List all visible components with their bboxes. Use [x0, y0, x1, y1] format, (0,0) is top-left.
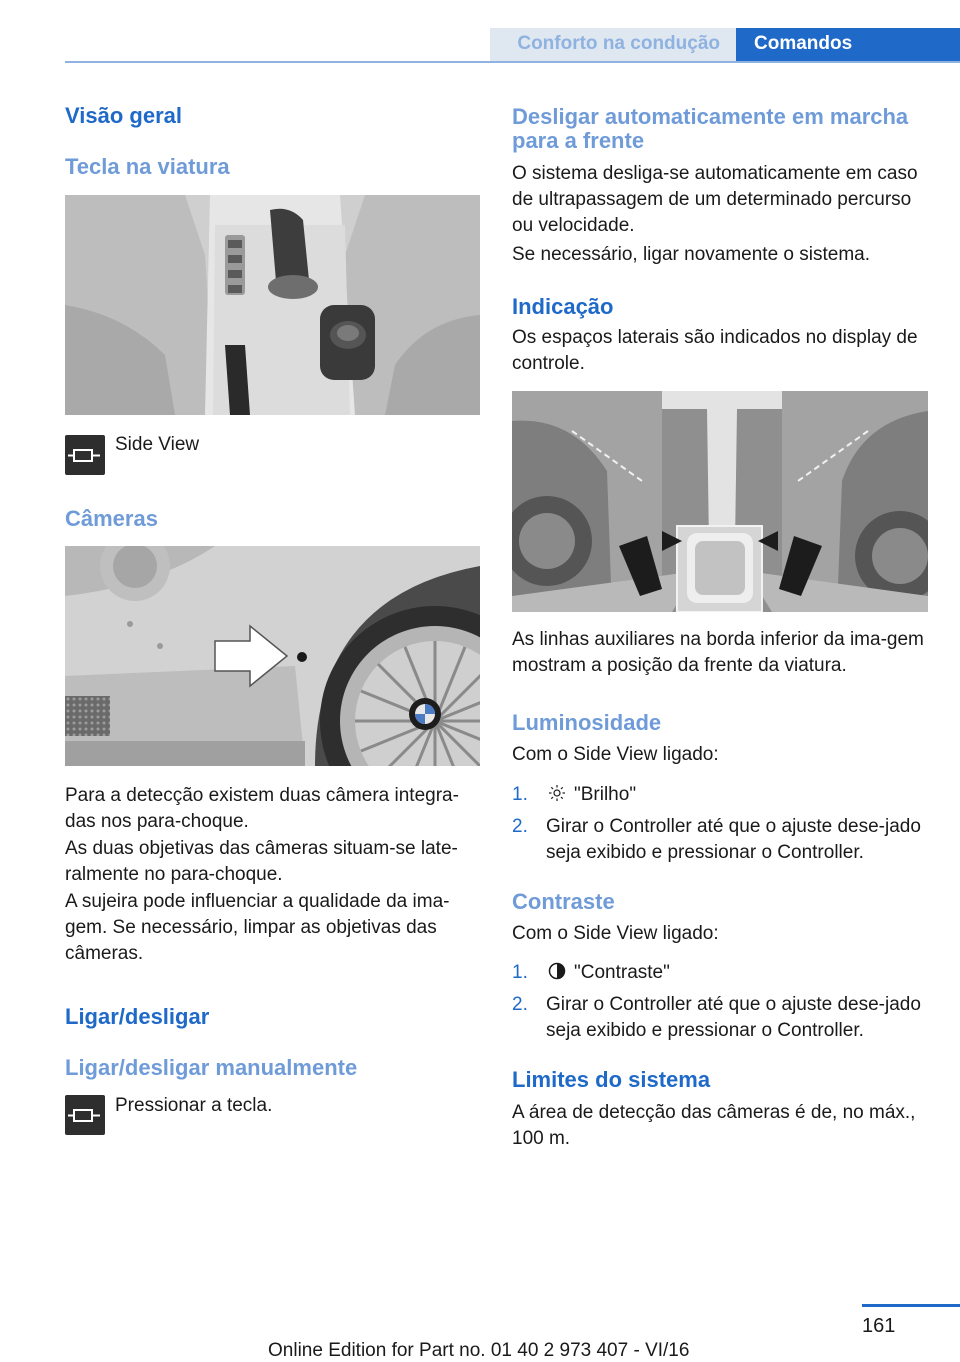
edition-footer: Online Edition for Part no. 01 40 2 973 407 - VI/16: [268, 1340, 690, 1361]
brightness-step-2-text: Girar o Controller até que o ajuste dese-jado seja exibido e pressionar o Controller.: [546, 816, 921, 863]
brightness-step-1-text: "Brilho": [574, 784, 637, 805]
contrast-intro: Com o Side View ligado:: [512, 923, 719, 944]
contrast-step-1-text: "Contraste": [574, 962, 670, 983]
manual-text: Pressionar a tecla.: [115, 1095, 273, 1116]
side-view-display-image: [512, 391, 928, 612]
overview-heading: Visão geral: [65, 103, 182, 128]
button-caption: Side View: [115, 434, 200, 455]
display-heading: Indicação: [512, 294, 614, 319]
contrast-step-2-text: Girar o Controller até que o ajuste dese-jado seja exibido e pressionar o Controller.: [546, 994, 921, 1041]
onoff-heading: Ligar/desligar: [65, 1004, 210, 1029]
brightness-step-2-number: 2.: [512, 816, 528, 837]
display-paragraph: Os espaços laterais são indicados no display de controle.: [512, 327, 918, 374]
contrast-heading: Contraste: [512, 889, 615, 914]
auto-off-heading: Desligar automaticamente em marcha para a frente: [512, 104, 909, 153]
header-rule: [65, 61, 960, 63]
brightness-intro: Com o Side View ligado:: [512, 744, 719, 765]
auto-off-paragraph-2: Se necessário, ligar novamente o sistema.: [512, 244, 871, 265]
footer-rule: [862, 1304, 960, 1307]
limits-heading: Limites do sistema: [512, 1067, 711, 1092]
brightness-step-1: [546, 782, 928, 808]
display-caption: As linhas auxiliares na borda inferior da ima-gem mostram a posição da frente da viatura.: [512, 629, 924, 676]
contrast-icon: [546, 960, 568, 986]
camera-photo: [65, 546, 480, 766]
header-chapter-label: Comandos: [754, 33, 853, 54]
contrast-step-1-number: 1.: [512, 962, 528, 983]
header-section-label: Conforto na condução: [517, 33, 720, 54]
side-view-button-icon-2: [65, 1095, 105, 1135]
display-illustration: [512, 391, 928, 612]
page-number: 161: [862, 1315, 896, 1337]
brightness-heading: Luminosidade: [512, 710, 662, 735]
contrast-step-2-number: 2.: [512, 994, 528, 1015]
cameras-paragraph-3: A sujeira pode influenciar a qualidade da ima-gem. Se necessário, limpar as objetivas das câmeras.: [65, 891, 450, 964]
cameras-paragraph-1: Para a detecção existem duas câmera integra-das nos para-choque.: [65, 785, 459, 832]
console-illustration: [65, 195, 480, 415]
button-heading: Tecla na viatura: [65, 154, 230, 179]
brightness-step-1-number: 1.: [512, 784, 528, 805]
cameras-paragraph-2: As duas objetivas das câmeras situam-se late-ralmente no para-choque.: [65, 838, 458, 885]
console-photo: [65, 195, 480, 415]
manual-heading: Ligar/desligar manualmente: [65, 1055, 358, 1080]
contrast-step-1: [546, 960, 928, 986]
bumper-illustration: [65, 546, 480, 766]
cameras-heading: Câmeras: [65, 506, 158, 531]
side-view-button-icon: [65, 435, 105, 475]
limits-text: A área de detecção das câmeras é de, no máx., 100 m.: [512, 1102, 916, 1149]
sun-icon: [546, 782, 568, 808]
auto-off-paragraph-1: O sistema desliga-se automaticamente em caso de ultrapassagem de um determinado percurso ou velocidade.: [512, 163, 918, 236]
